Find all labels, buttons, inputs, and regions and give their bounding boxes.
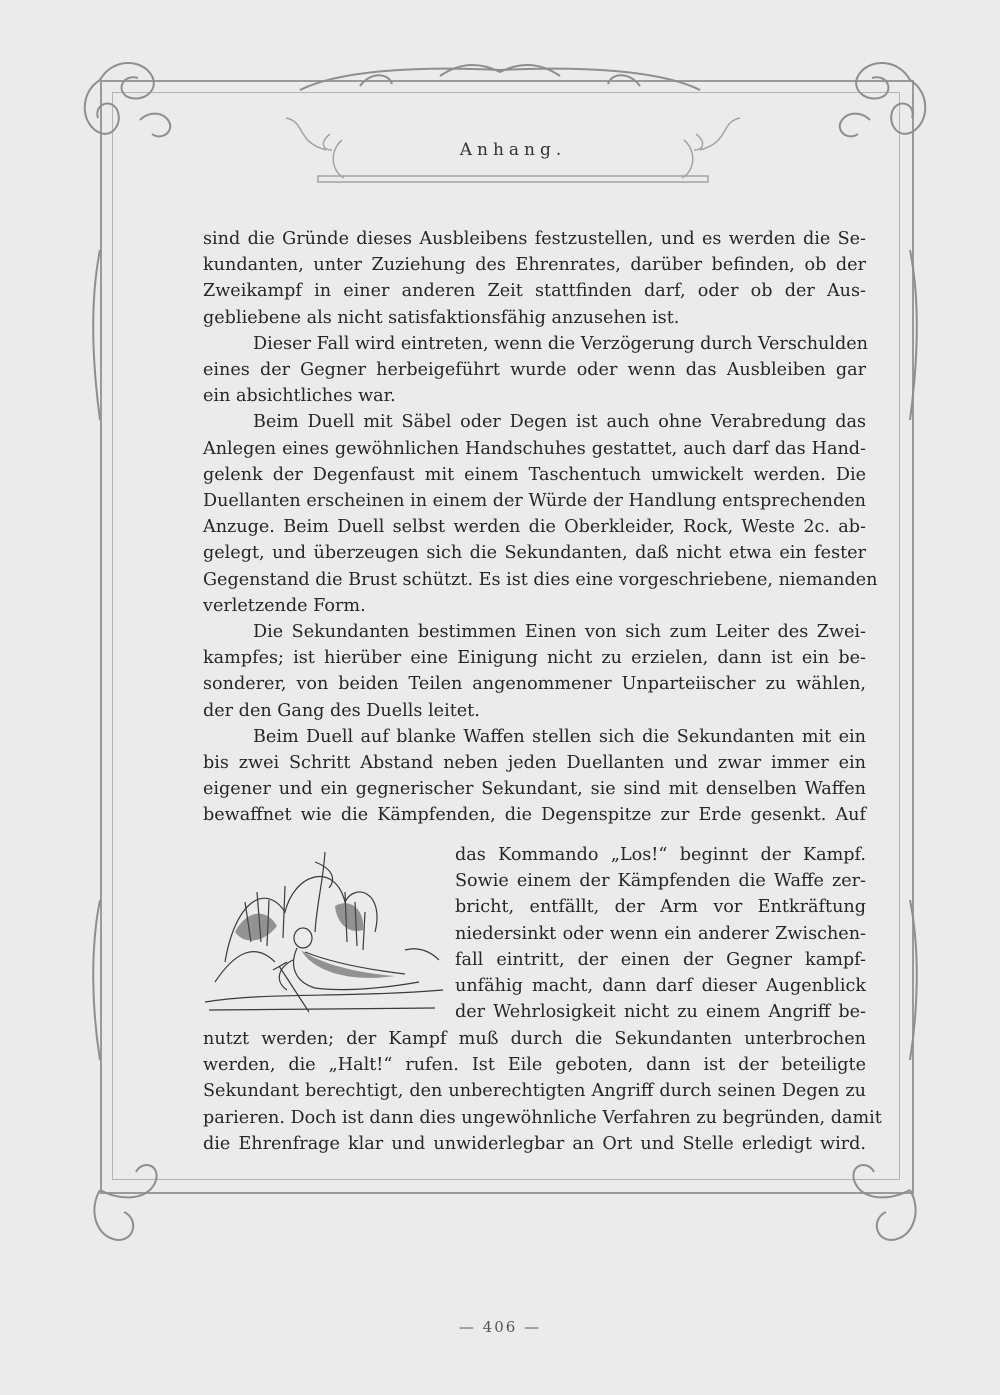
paragraph-3 — [203, 409, 878, 619]
text-line: gebliebene als nicht satisfaktionsfähig anzusehen ist. — [203, 307, 680, 328]
body-text — [203, 226, 878, 829]
text-line: verletzende Form. — [203, 595, 366, 616]
text-line: eigener und ein gegnerischer Sekundant, sie sind mit denselben Waffen — [203, 779, 866, 800]
text-line: Die Sekundanten bestimmen Einen von sich zum Leiter des Zwei- — [253, 622, 866, 643]
text-line: Zweikampf in einer anderen Zeit stattfinden darf, oder ob der Aus- — [203, 281, 866, 302]
text-line: unfähig macht, dann darf dieser Augenblick — [455, 976, 866, 997]
page-number: — 406 — — [458, 1318, 542, 1336]
paragraph-5 — [203, 724, 866, 829]
text-line: der Wehrlosigkeit nicht zu einem Angriff be- — [455, 1002, 866, 1023]
text-line: bewaffnet wie die Kämpfenden, die Degenspitze zur Erde gesenkt. Auf — [203, 805, 866, 826]
text-line: Anlegen eines gewöhnlichen Handschuhes gestattet, auch darf das Hand- — [203, 438, 866, 459]
text-line: nutzt werden; der Kampf muß durch die Sekundanten unterbrochen — [203, 1029, 866, 1049]
continued-text — [203, 1026, 882, 1157]
text-line: parieren. Doch ist dann dies ungewöhnliche Verfahren zu begründen, damit — [203, 1107, 882, 1128]
text-line: Anzuge. Beim Duell selbst werden die Oberkleider, Rock, Weste 2c. ab- — [203, 517, 866, 538]
text-line: Dieser Fall wird eintreten, wenn die Verzögerung durch Verschulden — [253, 333, 869, 354]
text-line: Gegenstand die Brust schützt. Es ist dies eine vorgeschriebene, niemanden — [203, 569, 878, 590]
paragraph-2 — [203, 331, 869, 410]
text-line: Sowie einem der Kämpfenden die Waffe zer- — [455, 871, 866, 892]
text-line: gelenk der Degenfaust mit einem Taschentuch umwickelt werden. Die — [203, 464, 866, 485]
text-line: gelegt, und überzeugen sich die Sekundanten, daß nicht etwa ein fester — [203, 543, 866, 564]
fallen-duellist-illustration — [205, 842, 445, 1017]
text-line: der den Gang des Duells leitet. — [203, 700, 480, 721]
text-line: sonderer, von beiden Teilen angenommener Unparteiischer zu wählen, — [203, 674, 866, 695]
paragraph-4 — [203, 619, 866, 724]
text-line: niedersinkt oder wenn ein anderer Zwischen- — [455, 923, 866, 944]
text-line: kundanten, unter Zuziehung des Ehrenrates, darüber befinden, ob der — [203, 255, 866, 276]
text-line: bis zwei Schritt Abstand neben jeden Duellanten und zwar immer ein — [203, 753, 866, 774]
text-line: bricht, entfällt, der Arm vor Entkräftung — [455, 897, 866, 918]
text-line: eines der Gegner herbeigeführt wurde oder wenn das Ausbleiben gar — [203, 360, 866, 381]
text-line: ein absichtliches war. — [203, 386, 396, 407]
text-line: Duellanten erscheinen in einem der Würde der Handlung entsprechenden — [203, 491, 866, 512]
text-line: das Kommando „Los!“ beginnt der Kampf. — [455, 845, 866, 865]
text-line: werden, die „Halt!“ rufen. Ist Eile geboten, dann ist der beteiligte — [203, 1055, 866, 1076]
text-line: fall eintritt, der einen der Gegner kampf- — [455, 949, 866, 970]
paragraph-1 — [203, 226, 866, 331]
text-line: die Ehrenfrage klar und unwiderlegbar an Ort und Stelle erledigt wird. — [203, 1133, 866, 1154]
wrapped-text — [455, 842, 866, 1025]
text-line: Beim Duell auf blanke Waffen stellen sich die Sekundanten mit ein — [253, 726, 866, 747]
text-line: Beim Duell mit Säbel oder Degen ist auch ohne Verabredung das — [253, 412, 866, 433]
text-line: kampfes; ist hierüber eine Einigung nicht zu erzielen, dann ist ein be- — [203, 648, 866, 669]
text-line: sind die Gründe dieses Ausbleibens festzustellen, und es werden die Se- — [203, 229, 866, 249]
running-head: Anhang. — [459, 140, 567, 160]
text-line: Sekundant berechtigt, den unberechtigten Angriff durch seinen Degen zu — [203, 1081, 866, 1102]
